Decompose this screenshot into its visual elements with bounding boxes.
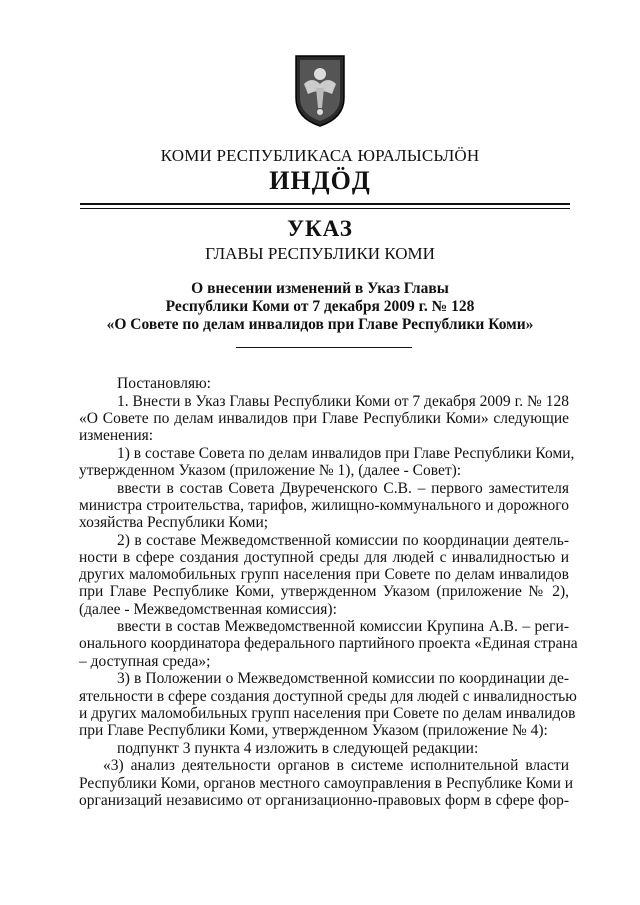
subject-line-2: Республики Коми от 7 декабря 2009 г. № 128 xyxy=(165,298,475,315)
body-line: при Главе Республике Коми, утвержденном Указом (приложение № 2), xyxy=(79,583,569,600)
body-line: министра строительства, тарифов, жилищно-коммунального и дорожного xyxy=(79,497,569,514)
body-line: Постановляю: xyxy=(117,375,211,392)
subject-underline xyxy=(236,347,412,348)
issuer-title: ГЛАВЫ РЕСПУБЛИКИ КОМИ xyxy=(205,244,435,263)
body-line: «О Совете по делам инвалидов при Главе Республики Коми» следующие xyxy=(79,410,569,427)
body-line: 1) в составе Совета по делам инвалидов при Главе Республики Коми, xyxy=(117,445,575,462)
body-line: и других маломобильных групп населения при Совете по делам инвалидов xyxy=(79,705,576,722)
document-type-title: УКАЗ xyxy=(287,216,353,241)
body-line: ятельности в сфере создания доступной среды для людей с инвалидностью xyxy=(79,688,577,705)
body-line: при Главе Республики Коми, утвержденном Указом (приложение № 4): xyxy=(79,722,548,739)
body-line: 2) в составе Межведомственной комиссии по координации деятель- xyxy=(117,532,569,549)
header-rule-thin xyxy=(80,208,570,209)
body-line: 1. Внести в Указ Главы Республики Коми от 7 декабря 2009 г. № 128 xyxy=(117,393,569,410)
body-line: ввести в состав Совета Двуреченского С.В. – первого заместителя xyxy=(117,480,569,497)
body-line: «3) анализ деятельности органов в системе исполнительной власти xyxy=(103,757,569,774)
subject-line-1: О внесении изменений в Указ Главы xyxy=(191,280,449,297)
body-line: 3) в Положении о Межведомственной комиссии по координации де- xyxy=(117,670,569,687)
body-line: ввести в состав Межведомственной комиссии Крупина А.В. – реги- xyxy=(117,618,569,635)
body-line: Республики Коми, органов местного самоуправления в Республике Коми и xyxy=(79,775,574,792)
republic-header: КОМИ РЕСПУБЛИКАСА ЮРАЛЫСЬЛӦН xyxy=(160,146,480,165)
body-line: подпункт 3 пункта 4 изложить в следующей редакции: xyxy=(117,740,479,757)
body-line: ности в сфере создания доступной среды для людей с инвалидностью и xyxy=(79,549,569,566)
header-rule-thick xyxy=(80,203,570,205)
body-line: онального координатора федерального партийного проекта «Единая страна xyxy=(79,635,578,652)
body-line: (далее - Межведомственная комиссия): xyxy=(79,601,337,618)
body-line: других маломобильных групп населения при Совете по делам инвалидов xyxy=(79,566,569,583)
body-line: изменения: xyxy=(79,427,154,444)
subject-line-3: «О Совете по делам инвалидов при Главе Республики Коми» xyxy=(106,316,534,333)
body-line: организаций независимо от организационно-правовых форм в сфере фор- xyxy=(79,792,569,809)
indod-header: ИНДӦД xyxy=(269,166,371,195)
body-line: хозяйства Республики Коми; xyxy=(79,514,269,531)
body-line: – доступная среда»; xyxy=(79,653,211,670)
body-line: утвержденном Указом (приложение № 1), (далее - Совет): xyxy=(79,462,462,479)
coat-of-arms-emblem xyxy=(294,54,346,128)
